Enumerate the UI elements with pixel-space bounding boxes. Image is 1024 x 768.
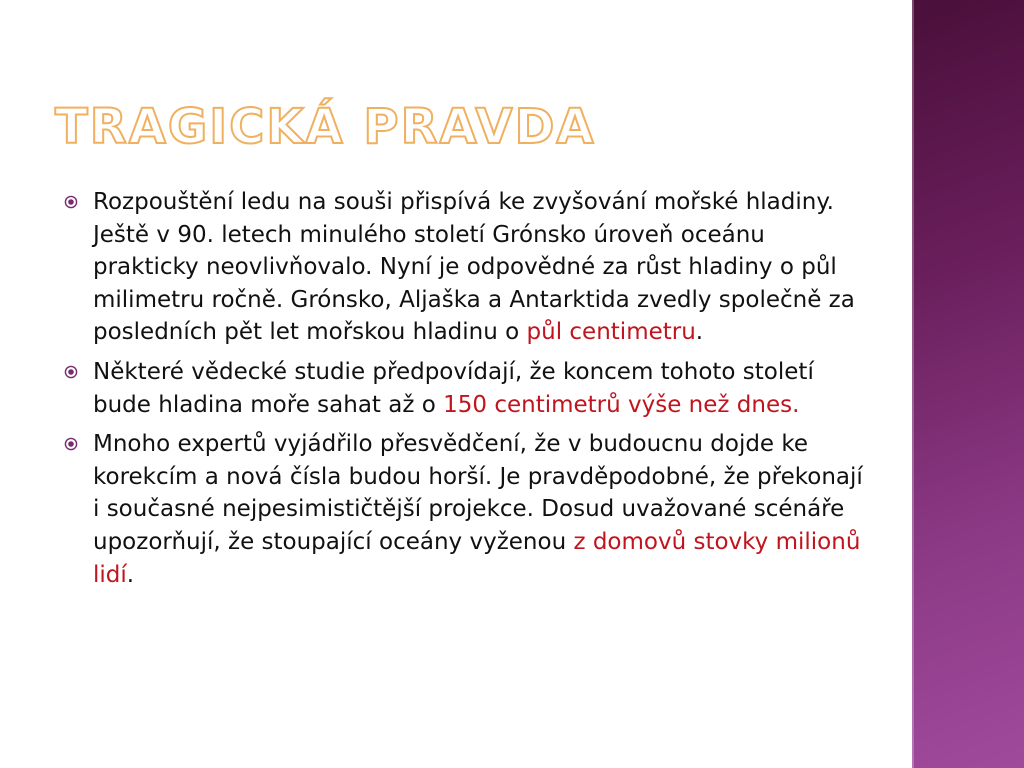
bullet-text: Rozpouštění ledu na souši přispívá ke zvyšování mořské hladiny. Ještě v 90. letech minulého století Grónsko úroveň oceánu prakticky neovlivňovalo. Nyní je odpovědné za růst hladiny o půl milimetru ročně. Grónsko, Aljaška a Antarktida zvedly společně za posledních pět let mořskou hladinu o (93, 189, 855, 346)
bullet-text-end: . (695, 319, 704, 346)
circle-bullet-icon (64, 437, 78, 451)
slide-title: TRAGICKÁ PRAVDA (55, 99, 596, 155)
bullet-highlight: půl centimetru (526, 319, 696, 346)
circle-bullet-icon (64, 365, 78, 379)
bullet-item (64, 428, 864, 591)
bullet-highlight: z domovů stovky milionů lidí (93, 528, 861, 588)
bullet-text: Některé vědecké studie předpovídají, že koncem tohoto století bude hladina moře sahat až o (93, 358, 814, 418)
bullet-text-end: . (126, 561, 135, 588)
bullet-text: Mnoho expertů vyjádřilo přesvědčení, že v budoucnu dojde ke korekcím a nová čísla budou horší. Je pravděpodobné, že překonají i současné nejpesimističtější projekce. Dosud uvažované scénáře upozorňují, že stoupající oceány vyženou (93, 431, 863, 555)
circle-bullet-icon (64, 195, 78, 209)
bullet-list (64, 186, 864, 598)
bullet-item (64, 186, 864, 349)
bullet-highlight: 150 centimetrů výše než dnes. (443, 391, 800, 418)
side-decoration-band (912, 0, 1024, 768)
bullet-item (64, 356, 864, 421)
